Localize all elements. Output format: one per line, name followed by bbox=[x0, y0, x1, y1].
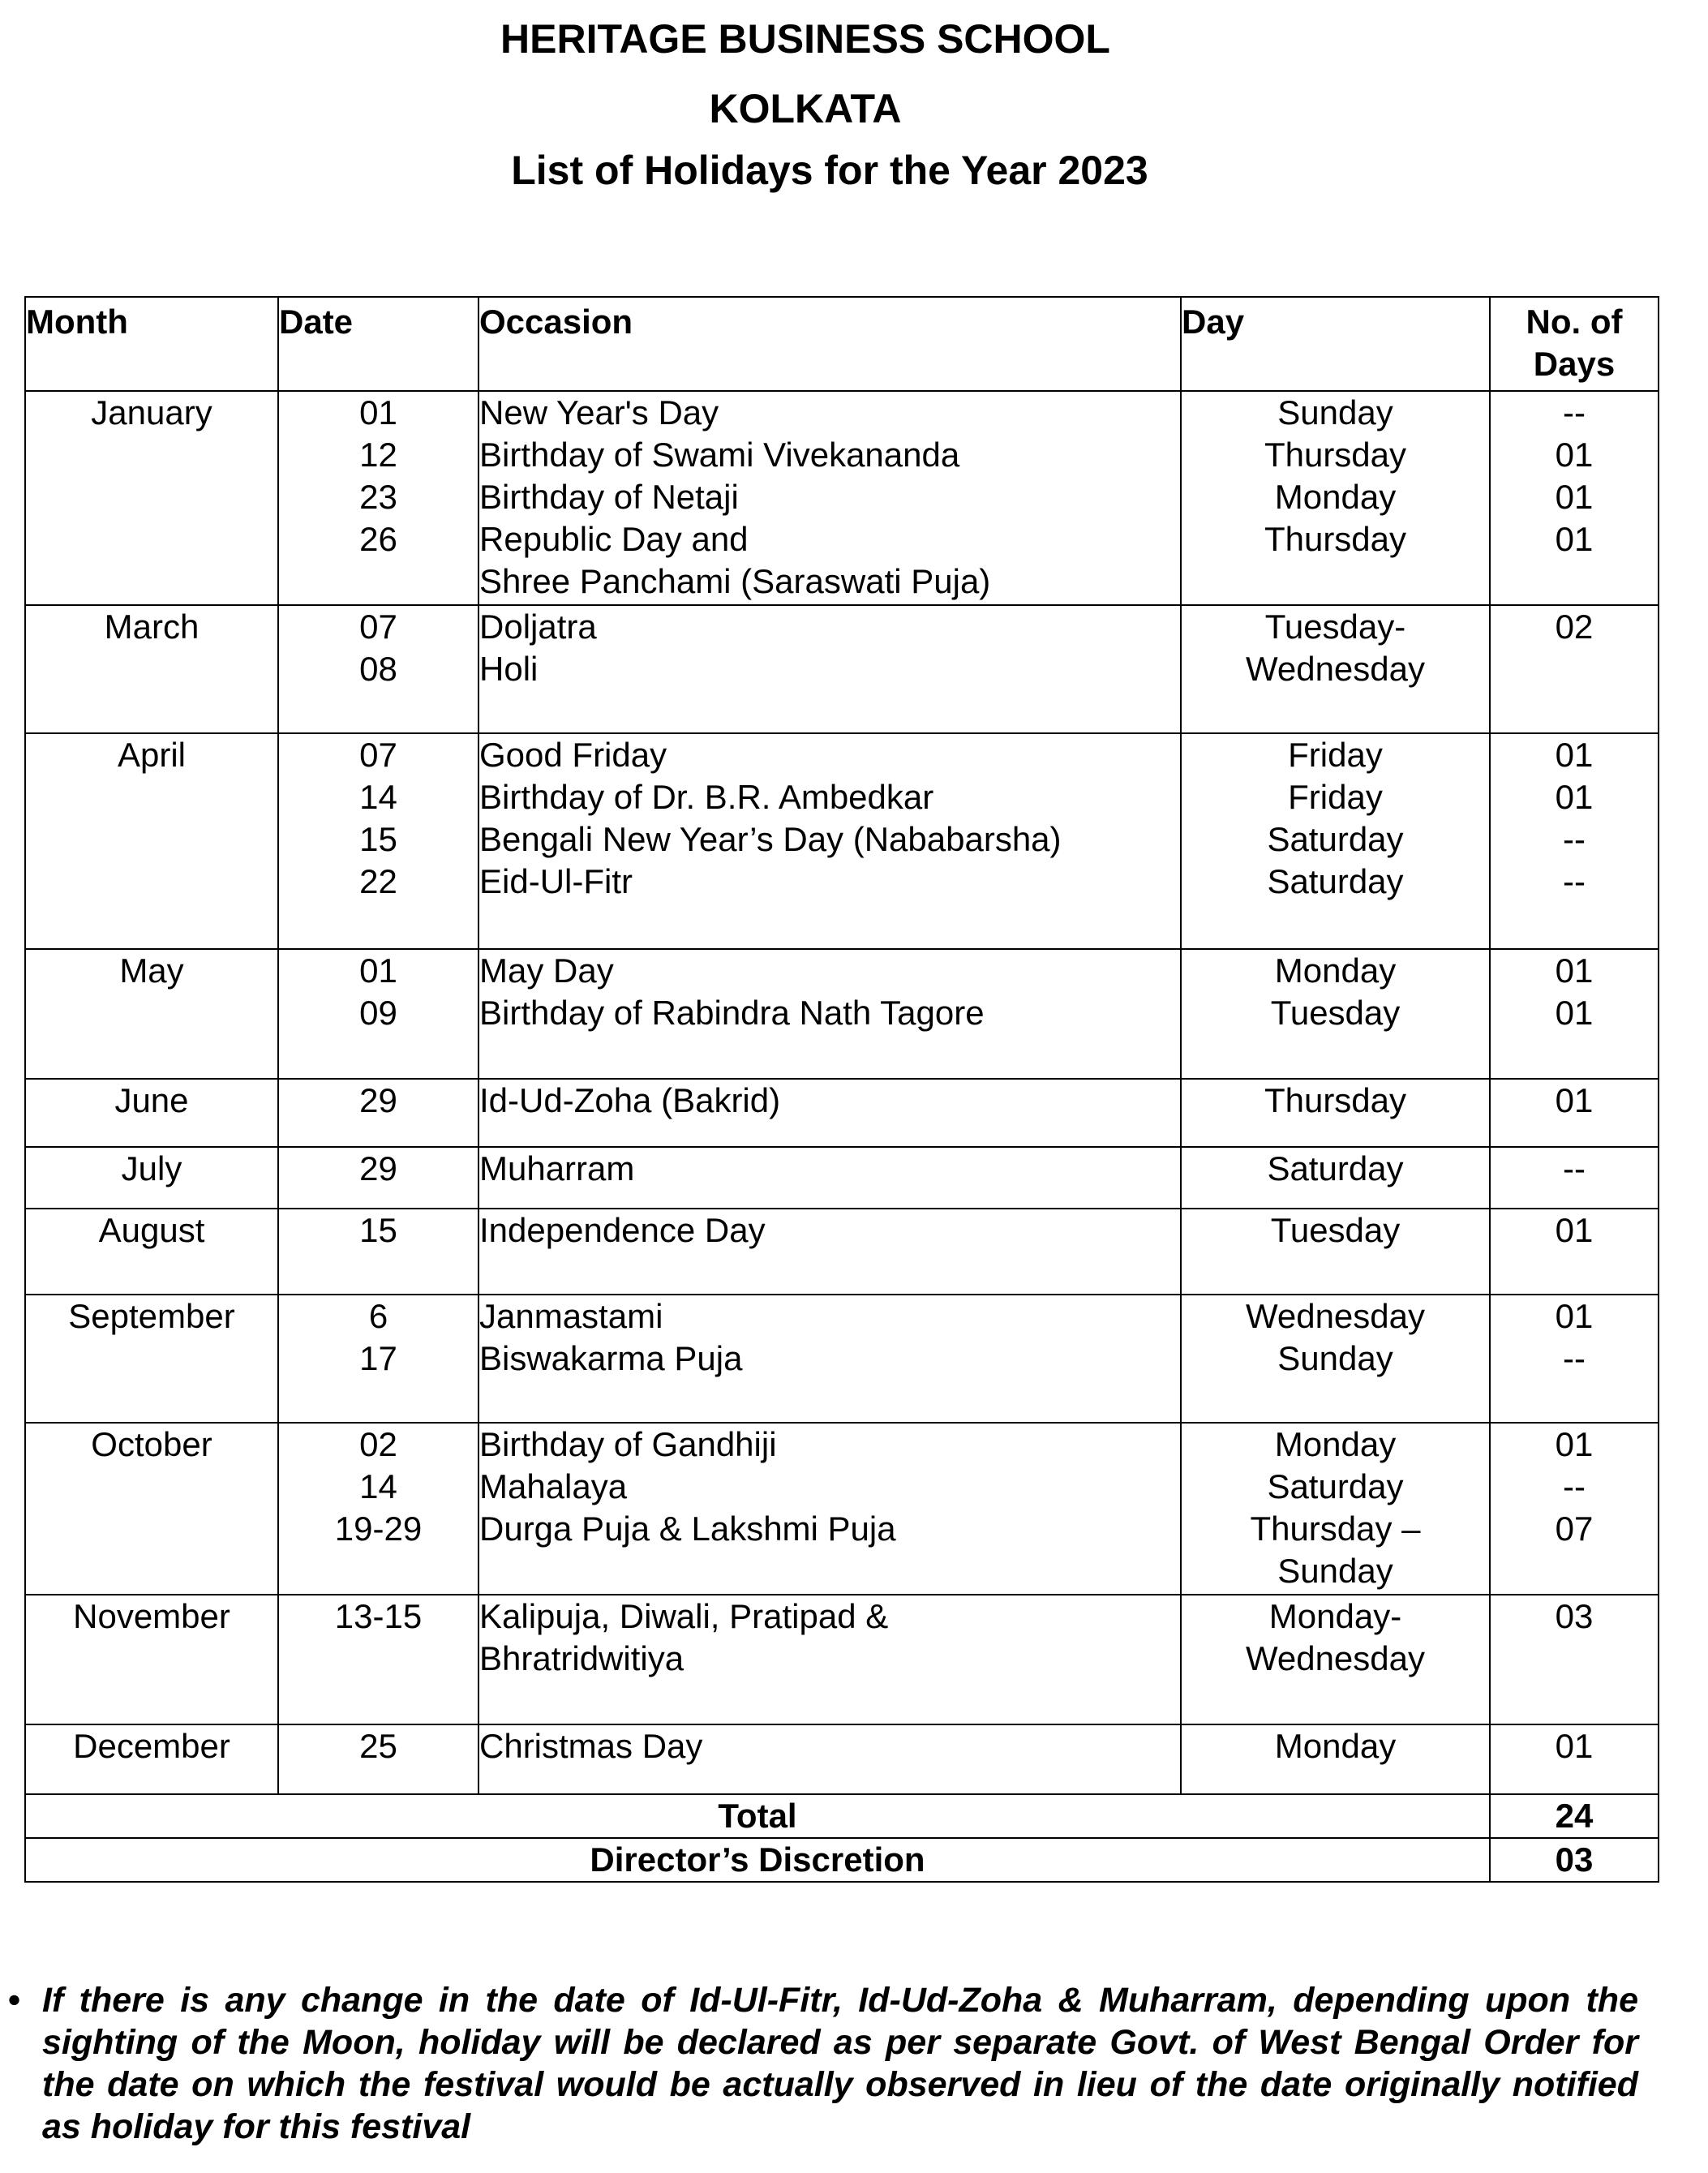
discretion-row bbox=[25, 1838, 1659, 1882]
day-cell bbox=[1181, 1147, 1490, 1209]
day-text: Wednesday bbox=[1245, 1639, 1426, 1677]
day-cell bbox=[1181, 1423, 1490, 1595]
moon-sighting-note bbox=[8, 1979, 1638, 2148]
occasion-cell bbox=[478, 1595, 1181, 1724]
date-cell bbox=[278, 1079, 478, 1147]
city-name: KOLKATA bbox=[709, 86, 902, 131]
table-row bbox=[25, 1295, 1659, 1423]
table-row bbox=[25, 1209, 1659, 1295]
date-cell bbox=[278, 391, 478, 605]
date-value: 25 bbox=[359, 1727, 397, 1765]
no-of-days-cell bbox=[1490, 1423, 1659, 1595]
date-value: 14 bbox=[359, 778, 397, 816]
date-value: 13-15 bbox=[334, 1597, 423, 1635]
column-header-no-of-days-line1: No. of bbox=[1526, 303, 1623, 341]
date-value: 6 bbox=[368, 1297, 388, 1335]
day-cell bbox=[1181, 949, 1490, 1079]
day-text: Sunday bbox=[1277, 1339, 1393, 1377]
no-of-days-value: 01 bbox=[1555, 994, 1594, 1032]
no-of-days-value: 01 bbox=[1555, 1727, 1594, 1765]
occasion-text: Birthday of Dr. B.R. Ambedkar bbox=[479, 778, 934, 816]
day-text: Monday bbox=[1274, 1425, 1397, 1463]
day-text: Monday bbox=[1274, 951, 1397, 990]
occasion-cell bbox=[478, 1724, 1181, 1794]
note-text: If there is any change in the date of Id-Ul-Fitr, Id-Ud-Zoha & Muharram, depending upon the sighting of the Moon, holiday will be declared as per separate Govt. of West Bengal Order for the date on which the festival would be actually observed in lieu of the date originally notified as holiday for this festival bbox=[42, 1981, 1638, 2146]
date-cell bbox=[278, 605, 478, 733]
month-name: July bbox=[121, 1149, 182, 1187]
no-of-days-cell bbox=[1490, 1079, 1659, 1147]
month-name: April bbox=[117, 736, 187, 774]
day-text: Monday- bbox=[1268, 1597, 1402, 1635]
month-cell bbox=[25, 1147, 278, 1209]
table-row bbox=[25, 1724, 1659, 1794]
table-row bbox=[25, 1595, 1659, 1724]
day-text: Sunday bbox=[1277, 393, 1393, 432]
date-value: 29 bbox=[359, 1081, 397, 1119]
day-cell bbox=[1181, 1595, 1490, 1724]
column-header-month: Month bbox=[25, 297, 278, 391]
occasion-cell bbox=[478, 733, 1181, 949]
day-text: Friday bbox=[1288, 736, 1383, 774]
date-value: 07 bbox=[359, 736, 397, 774]
no-of-days-value: 01 bbox=[1555, 778, 1594, 816]
occasion-text: Holi bbox=[479, 650, 539, 688]
day-cell bbox=[1181, 1209, 1490, 1295]
date-value: 26 bbox=[359, 520, 397, 558]
occasion-cell bbox=[478, 605, 1181, 733]
occasion-text: Kalipuja, Diwali, Pratipad & bbox=[479, 1597, 889, 1635]
no-of-days-value: 01 bbox=[1555, 478, 1594, 516]
day-cell bbox=[1181, 605, 1490, 733]
occasion-text: Good Friday bbox=[479, 736, 667, 774]
total-row bbox=[25, 1794, 1659, 1838]
table-row bbox=[25, 1079, 1659, 1147]
month-cell bbox=[25, 605, 278, 733]
day-text: Saturday bbox=[1267, 820, 1404, 858]
day-text: Monday bbox=[1274, 1727, 1397, 1765]
month-name: August bbox=[98, 1211, 205, 1249]
column-header-day: Day bbox=[1181, 297, 1490, 391]
no-of-days-value: 01 bbox=[1555, 520, 1594, 558]
date-cell bbox=[278, 949, 478, 1079]
month-cell bbox=[25, 1079, 278, 1147]
no-of-days-value: 01 bbox=[1555, 951, 1594, 990]
occasion-cell bbox=[478, 949, 1181, 1079]
occasion-text: Eid-Ul-Fitr bbox=[479, 862, 633, 900]
column-header-date: Date bbox=[278, 297, 478, 391]
no-of-days-value: 01 bbox=[1555, 436, 1594, 474]
day-text: Sunday bbox=[1277, 1552, 1393, 1590]
occasion-text: Mahalaya bbox=[479, 1467, 628, 1505]
table-row bbox=[25, 733, 1659, 949]
date-value: 07 bbox=[359, 608, 397, 646]
occasion-text: Id-Ud-Zoha (Bakrid) bbox=[479, 1081, 781, 1119]
day-text: Tuesday- bbox=[1264, 608, 1406, 646]
table-row bbox=[25, 605, 1659, 733]
occasion-text: Birthday of Netaji bbox=[479, 478, 739, 516]
total-label: Total bbox=[25, 1794, 1490, 1838]
no-of-days-value: 01 bbox=[1555, 1081, 1594, 1119]
date-value: 17 bbox=[359, 1339, 397, 1377]
no-of-days-value: 01 bbox=[1555, 1425, 1594, 1463]
date-value: 22 bbox=[359, 862, 397, 900]
day-text: Thursday bbox=[1264, 520, 1407, 558]
month-cell bbox=[25, 1423, 278, 1595]
no-of-days-value: 01 bbox=[1555, 1297, 1594, 1335]
no-of-days-value: -- bbox=[1563, 393, 1586, 432]
day-text: Tuesday bbox=[1270, 1211, 1401, 1249]
no-of-days-value: -- bbox=[1563, 1467, 1586, 1505]
day-text: Saturday bbox=[1267, 862, 1404, 900]
occasion-text: Independence Day bbox=[479, 1211, 766, 1249]
no-of-days-cell bbox=[1490, 1209, 1659, 1295]
no-of-days-value: 02 bbox=[1555, 608, 1594, 646]
occasion-cell bbox=[478, 1295, 1181, 1423]
holiday-table bbox=[24, 296, 1659, 1883]
day-text: Thursday bbox=[1264, 1081, 1407, 1119]
month-name: December bbox=[73, 1727, 230, 1765]
table-header-row bbox=[25, 297, 1659, 391]
day-text: Friday bbox=[1288, 778, 1383, 816]
date-cell bbox=[278, 1724, 478, 1794]
occasion-text: Republic Day and bbox=[479, 520, 749, 558]
occasion-cell bbox=[478, 1147, 1181, 1209]
occasion-cell bbox=[478, 1079, 1181, 1147]
no-of-days-cell bbox=[1490, 949, 1659, 1079]
month-cell bbox=[25, 1209, 278, 1295]
column-header-occasion: Occasion bbox=[478, 297, 1181, 391]
date-value: 15 bbox=[359, 820, 397, 858]
no-of-days-cell bbox=[1490, 605, 1659, 733]
no-of-days-value: -- bbox=[1563, 820, 1586, 858]
occasion-text: Christmas Day bbox=[479, 1727, 703, 1765]
no-of-days-value: -- bbox=[1563, 1339, 1586, 1377]
occasion-text: Bengali New Year’s Day (Nababarsha) bbox=[479, 820, 1062, 858]
month-cell bbox=[25, 391, 278, 605]
bullet-icon: • bbox=[8, 1981, 21, 2020]
occasion-text: Shree Panchami (Saraswati Puja) bbox=[479, 562, 991, 600]
day-text: Saturday bbox=[1267, 1149, 1404, 1187]
day-text: Monday bbox=[1274, 478, 1397, 516]
column-header-no-of-days bbox=[1490, 297, 1659, 391]
no-of-days-value: 01 bbox=[1555, 1211, 1594, 1249]
occasion-cell bbox=[478, 1423, 1181, 1595]
table-row bbox=[25, 1147, 1659, 1209]
no-of-days-cell bbox=[1490, 1295, 1659, 1423]
month-cell bbox=[25, 733, 278, 949]
no-of-days-value: 07 bbox=[1555, 1510, 1594, 1548]
date-value: 08 bbox=[359, 650, 397, 688]
discretion-label: Director’s Discretion bbox=[25, 1838, 1490, 1882]
occasion-text: May Day bbox=[479, 951, 614, 990]
month-cell bbox=[25, 1295, 278, 1423]
day-cell bbox=[1181, 391, 1490, 605]
list-title: List of Holidays for the Year 2023 bbox=[511, 148, 1148, 193]
occasion-cell bbox=[478, 391, 1181, 605]
occasion-text: Doljatra bbox=[479, 608, 597, 646]
occasion-text: Bhratridwitiya bbox=[479, 1639, 684, 1677]
date-value: 19-29 bbox=[334, 1510, 423, 1548]
date-cell bbox=[278, 1595, 478, 1724]
no-of-days-cell bbox=[1490, 1147, 1659, 1209]
table-row bbox=[25, 1423, 1659, 1595]
month-name: May bbox=[119, 951, 184, 990]
occasion-text: Birthday of Gandhiji bbox=[479, 1425, 777, 1463]
date-value: 12 bbox=[359, 436, 397, 474]
occasion-text: Birthday of Swami Vivekananda bbox=[479, 436, 960, 474]
occasion-text: Durga Puja & Lakshmi Puja bbox=[479, 1510, 896, 1548]
month-name: November bbox=[73, 1597, 230, 1635]
occasion-text: Muharram bbox=[479, 1149, 635, 1187]
day-text: Thursday – bbox=[1250, 1510, 1421, 1548]
month-name: January bbox=[91, 393, 212, 432]
month-name: March bbox=[104, 608, 200, 646]
date-cell bbox=[278, 1295, 478, 1423]
month-cell bbox=[25, 1724, 278, 1794]
date-value: 02 bbox=[359, 1425, 397, 1463]
month-name: September bbox=[68, 1297, 235, 1335]
month-name: June bbox=[114, 1081, 189, 1119]
date-cell bbox=[278, 1209, 478, 1295]
column-header-no-of-days-line2: Days bbox=[1533, 345, 1616, 383]
occasion-text: Biswakarma Puja bbox=[479, 1339, 743, 1377]
day-cell bbox=[1181, 1295, 1490, 1423]
no-of-days-cell bbox=[1490, 1595, 1659, 1724]
occasion-cell bbox=[478, 1209, 1181, 1295]
no-of-days-value bbox=[1491, 648, 1658, 690]
date-value: 09 bbox=[359, 994, 397, 1032]
total-value: 24 bbox=[1490, 1794, 1659, 1838]
occasion-text: Birthday of Rabindra Nath Tagore bbox=[479, 994, 985, 1032]
date-value: 15 bbox=[359, 1211, 397, 1249]
day-text: Tuesday bbox=[1270, 994, 1401, 1032]
month-cell bbox=[25, 949, 278, 1079]
no-of-days-value: -- bbox=[1563, 1149, 1586, 1187]
date-value: 29 bbox=[359, 1149, 397, 1187]
date-cell bbox=[278, 1147, 478, 1209]
date-value: 01 bbox=[359, 951, 397, 990]
day-text: Thursday bbox=[1264, 436, 1407, 474]
day-text: Wednesday bbox=[1245, 1297, 1426, 1335]
occasion-text: Janmastami bbox=[479, 1297, 663, 1335]
day-text: Saturday bbox=[1267, 1467, 1404, 1505]
date-cell bbox=[278, 733, 478, 949]
day-cell bbox=[1181, 733, 1490, 949]
date-value: 01 bbox=[359, 393, 397, 432]
day-cell bbox=[1181, 1724, 1490, 1794]
day-text: Wednesday bbox=[1245, 650, 1426, 688]
no-of-days-cell bbox=[1490, 733, 1659, 949]
month-cell bbox=[25, 1595, 278, 1724]
table-row bbox=[25, 949, 1659, 1079]
day-cell bbox=[1181, 1079, 1490, 1147]
discretion-value: 03 bbox=[1490, 1838, 1659, 1882]
month-name: October bbox=[91, 1425, 212, 1463]
no-of-days-value: -- bbox=[1563, 862, 1586, 900]
table-row bbox=[25, 391, 1659, 605]
no-of-days-cell bbox=[1490, 391, 1659, 605]
no-of-days-value: 01 bbox=[1555, 736, 1594, 774]
holiday-table-body bbox=[25, 391, 1659, 1794]
no-of-days-cell bbox=[1490, 1724, 1659, 1794]
date-value: 23 bbox=[359, 478, 397, 516]
no-of-days-value: 03 bbox=[1555, 1597, 1594, 1635]
occasion-text: New Year's Day bbox=[479, 393, 719, 432]
school-name: HERITAGE BUSINESS SCHOOL bbox=[500, 16, 1110, 62]
date-value: 14 bbox=[359, 1467, 397, 1505]
date-cell bbox=[278, 1423, 478, 1595]
